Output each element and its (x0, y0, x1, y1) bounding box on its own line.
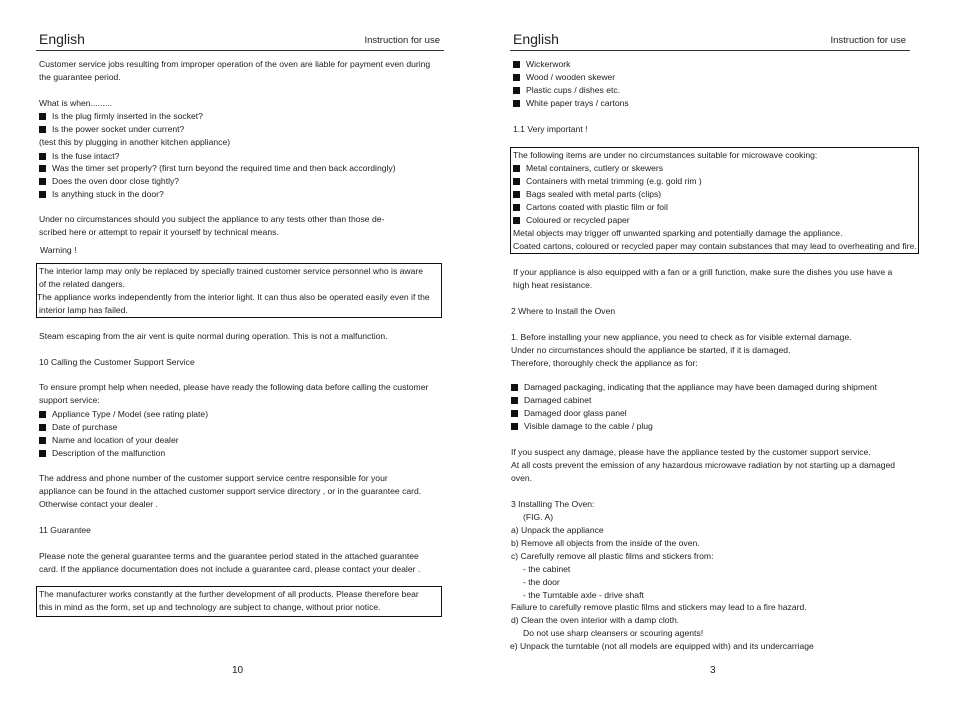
line-text: e) Unpack the turntable (not all models are equipped with) and its undercarriage (510, 641, 814, 651)
line-text: The appliance works independently from the interior light. It can thus also be operated easily even if the (37, 292, 430, 302)
line-text: Name and location of your dealer (52, 435, 179, 445)
line-text: 11 Guarantee (39, 525, 91, 535)
line-text: (FIG. A) (523, 512, 554, 522)
header-title: Instruction for use (364, 35, 440, 46)
line-text: The address and phone number of the customer support service centre responsible for your (39, 473, 388, 483)
text-line (511, 345, 790, 356)
text-line (39, 525, 91, 536)
line-text: - the Turntable axle - drive shaft (523, 590, 644, 600)
line-text: Was the timer set properly? (first turn beyond the required time and then back accordingly) (52, 163, 396, 173)
text-line (39, 564, 420, 575)
bullet-item (511, 421, 653, 432)
text-line (511, 447, 871, 458)
text-line (523, 628, 703, 639)
bullet-item (513, 98, 629, 109)
line-text: Bags sealed with metal parts (clips) (526, 189, 662, 199)
bullet-item (39, 448, 165, 459)
line-text: If your appliance is also equipped with a fan or a grill function, make sure the dishes you use have a (513, 267, 893, 277)
line-text: Description of the malfunction (52, 448, 166, 458)
line-text: Therefore, thoroughly check the appliance as for: (511, 358, 698, 368)
line-text: appliance can be found in the attached customer support service directory , or in the guarantee card. (39, 486, 422, 496)
line-text: 1. Before installing your new appliance, you need to check as for visible external damage. (511, 332, 852, 342)
line-text: Damaged packaging, indicating that the appliance may have been damaged during shipment (524, 382, 878, 392)
line-text: a) Unpack the appliance (511, 525, 604, 535)
text-line (39, 137, 230, 148)
line-text: (test this by plugging in another kitchen appliance) (39, 137, 231, 147)
line-text: Warning ! (40, 245, 77, 255)
line-text: 1.1 Very important ! (513, 124, 588, 134)
bullet-square-icon (513, 74, 520, 81)
bullet-square-icon (39, 424, 46, 431)
text-line (39, 486, 421, 497)
line-text: Please note the general guarantee terms and the guarantee period stated in the attached guarantee (39, 551, 419, 561)
line-text: 10 Calling the Customer Support Service (39, 357, 195, 367)
line-text: - the door (523, 577, 560, 587)
left-page (36, 0, 444, 702)
text-line (39, 499, 158, 510)
text-line (523, 564, 570, 575)
bullet-item (39, 111, 203, 122)
line-text: Otherwise contact your dealer . (39, 499, 158, 509)
line-text: Under no circumstances should the appliance be started, if it is damaged. (511, 345, 791, 355)
line-text: Is the plug firmly inserted in the socket? (52, 111, 203, 121)
bullet-item (513, 163, 663, 174)
line-text: The manufacturer works constantly at the further development of all products. Please therefore bear (39, 589, 419, 599)
line-text: 3 Installing The Oven: (511, 499, 595, 509)
bullet-item (513, 176, 702, 187)
line-text: Cartons coated with plastic film or foil (526, 202, 668, 212)
bullet-item (513, 72, 615, 83)
line-text: Steam escaping from the air vent is quite normal during operation. This is not a malfunction. (39, 331, 388, 341)
line-text: Is anything stuck in the door? (52, 189, 164, 199)
line-text: card. If the appliance documentation does not include a guarantee card, please contact your dealer . (39, 564, 421, 574)
line-text: b) Remove all objects from the inside of the oven. (511, 538, 700, 548)
line-text: Metal objects may trigger off unwanted sparking and potentially damage the appliance. (513, 228, 843, 238)
text-line (511, 615, 679, 626)
line-text: Under no circumstances should you subject the appliance to any tests other than those de- (39, 214, 385, 224)
line-text: interior lamp has failed. (39, 305, 128, 315)
text-line (513, 228, 842, 239)
bullet-item (513, 215, 630, 226)
bullet-square-icon (513, 100, 520, 107)
line-text: - the cabinet (523, 564, 571, 574)
line-text: At all costs prevent the emission of any hazardous microwave radiation by not starting up a damaged (511, 460, 896, 470)
right-page (510, 0, 917, 702)
line-text: Do not use sharp cleansers or scouring agents! (523, 628, 704, 638)
text-line (523, 512, 553, 523)
bullet-square-icon (39, 153, 46, 160)
line-text: Does the oven door close tightly? (52, 176, 180, 186)
line-text: Date of purchase (52, 422, 118, 432)
text-line (511, 538, 700, 549)
line-text: Failure to carefully remove plastic films and stickers may lead to a fire hazard. (511, 602, 807, 612)
text-line (40, 245, 76, 256)
text-line (511, 499, 594, 510)
bullet-item (513, 85, 620, 96)
line-text: The interior lamp may only be replaced by specially trained customer service personnel who is aware (39, 266, 424, 276)
bullet-square-icon (511, 384, 518, 391)
bullet-square-icon (511, 397, 518, 404)
text-line (39, 305, 128, 316)
text-line (511, 525, 604, 536)
bullet-square-icon (513, 87, 520, 94)
line-text: scribed here or attempt to repair it yourself by technical means. (39, 227, 279, 237)
bullet-square-icon (39, 411, 46, 418)
line-text: Damaged door glass panel (524, 408, 627, 418)
text-line (39, 331, 388, 342)
bullet-square-icon (513, 61, 520, 68)
text-line (513, 241, 917, 252)
line-text: To ensure prompt help when needed, please have ready the following data before calling the customer (39, 382, 429, 392)
line-text: 2 Where to Install the Oven (511, 306, 616, 316)
line-text: Coated cartons, coloured or recycled paper may contain substances that may lead to overheating and fire. (513, 241, 917, 251)
text-line (39, 589, 419, 600)
bullet-item (39, 435, 179, 446)
bullet-square-icon (39, 126, 46, 133)
text-line (39, 473, 388, 484)
bullet-item (39, 189, 164, 200)
line-text: White paper trays / cartons (526, 98, 629, 108)
bullet-item (511, 408, 627, 419)
line-text: high heat resistance. (513, 280, 593, 290)
bullet-square-icon (511, 423, 518, 430)
bullet-square-icon (511, 410, 518, 417)
text-line (39, 357, 195, 368)
text-line (511, 602, 807, 613)
text-line (510, 641, 814, 652)
text-line (39, 59, 430, 70)
line-text: Damaged cabinet (524, 395, 592, 405)
line-text: If you suspect any damage, please have the appliance tested by the customer support service. (511, 447, 871, 457)
bullet-square-icon (39, 450, 46, 457)
text-line (513, 150, 817, 161)
text-line (511, 358, 698, 369)
text-line (513, 280, 592, 291)
bullet-item (513, 189, 661, 200)
page-number: 10 (232, 665, 244, 676)
bullet-item (513, 59, 570, 70)
text-line (39, 551, 419, 562)
bullet-item (39, 151, 119, 162)
bullet-square-icon (513, 204, 520, 211)
page-number: 3 (710, 665, 716, 676)
text-line (39, 395, 100, 406)
line-text: The following items are under no circumstances suitable for microwave cooking: (513, 150, 818, 160)
text-line (39, 214, 384, 225)
text-line (39, 266, 423, 277)
bullet-item (39, 176, 179, 187)
header-language: English (39, 31, 85, 47)
line-text: Containers with metal trimming (e.g. gold rim ) (526, 176, 702, 186)
header-title: Instruction for use (830, 35, 906, 46)
text-line (39, 227, 279, 238)
header-language: English (513, 31, 559, 47)
page-header (36, 30, 444, 51)
text-line (37, 292, 430, 303)
text-line (513, 124, 588, 135)
line-text: What is when......... (39, 98, 113, 108)
line-text: support service: (39, 395, 100, 405)
line-text: Plastic cups / dishes etc. (526, 85, 621, 95)
line-text: Is the power socket under current? (52, 124, 185, 134)
bullet-item (39, 124, 184, 135)
bullet-square-icon (39, 178, 46, 185)
text-line (39, 98, 112, 109)
bullet-item (39, 422, 117, 433)
bullet-square-icon (39, 113, 46, 120)
text-line (523, 577, 560, 588)
bullet-square-icon (39, 437, 46, 444)
text-line (511, 473, 532, 484)
text-line (511, 460, 895, 471)
line-text: Wood / wooden skewer (526, 72, 616, 82)
bullet-square-icon (513, 191, 520, 198)
bullet-square-icon (39, 191, 46, 198)
page-header (510, 30, 910, 51)
text-line (39, 602, 381, 613)
text-line (523, 590, 644, 601)
bullet-square-icon (513, 217, 520, 224)
text-line (39, 72, 121, 83)
bullet-square-icon (513, 178, 520, 185)
line-text: Customer service jobs resulting from improper operation of the oven are liable for payment even during (39, 59, 431, 69)
line-text: of the related dangers. (39, 279, 125, 289)
line-text: c) Carefully remove all plastic films and stickers from: (511, 551, 714, 561)
text-line (39, 279, 125, 290)
line-text: d) Clean the oven interior with a damp cloth. (511, 615, 680, 625)
line-text: Is the fuse intact? (52, 151, 120, 161)
line-text: Visible damage to the cable / plug (524, 421, 653, 431)
bullet-square-icon (513, 165, 520, 172)
line-text: Coloured or recycled paper (526, 215, 630, 225)
line-text: this in mind as the form, set up and technology are subject to change, without prior notice. (39, 602, 381, 612)
text-line (511, 332, 852, 343)
bullet-item (513, 202, 668, 213)
bullet-square-icon (39, 165, 46, 172)
bullet-item (511, 395, 591, 406)
line-text: oven. (511, 473, 533, 483)
bullet-item (39, 409, 208, 420)
bullet-item (511, 382, 877, 393)
text-line (511, 306, 615, 317)
line-text: Appliance Type / Model (see rating plate) (52, 409, 209, 419)
bullet-item (39, 163, 396, 174)
line-text: Metal containers, cutlery or skewers (526, 163, 664, 173)
line-text: Wickerwork (526, 59, 571, 69)
text-line (39, 382, 428, 393)
text-line (511, 551, 713, 562)
text-line (513, 267, 892, 278)
line-text: the guarantee period. (39, 72, 121, 82)
